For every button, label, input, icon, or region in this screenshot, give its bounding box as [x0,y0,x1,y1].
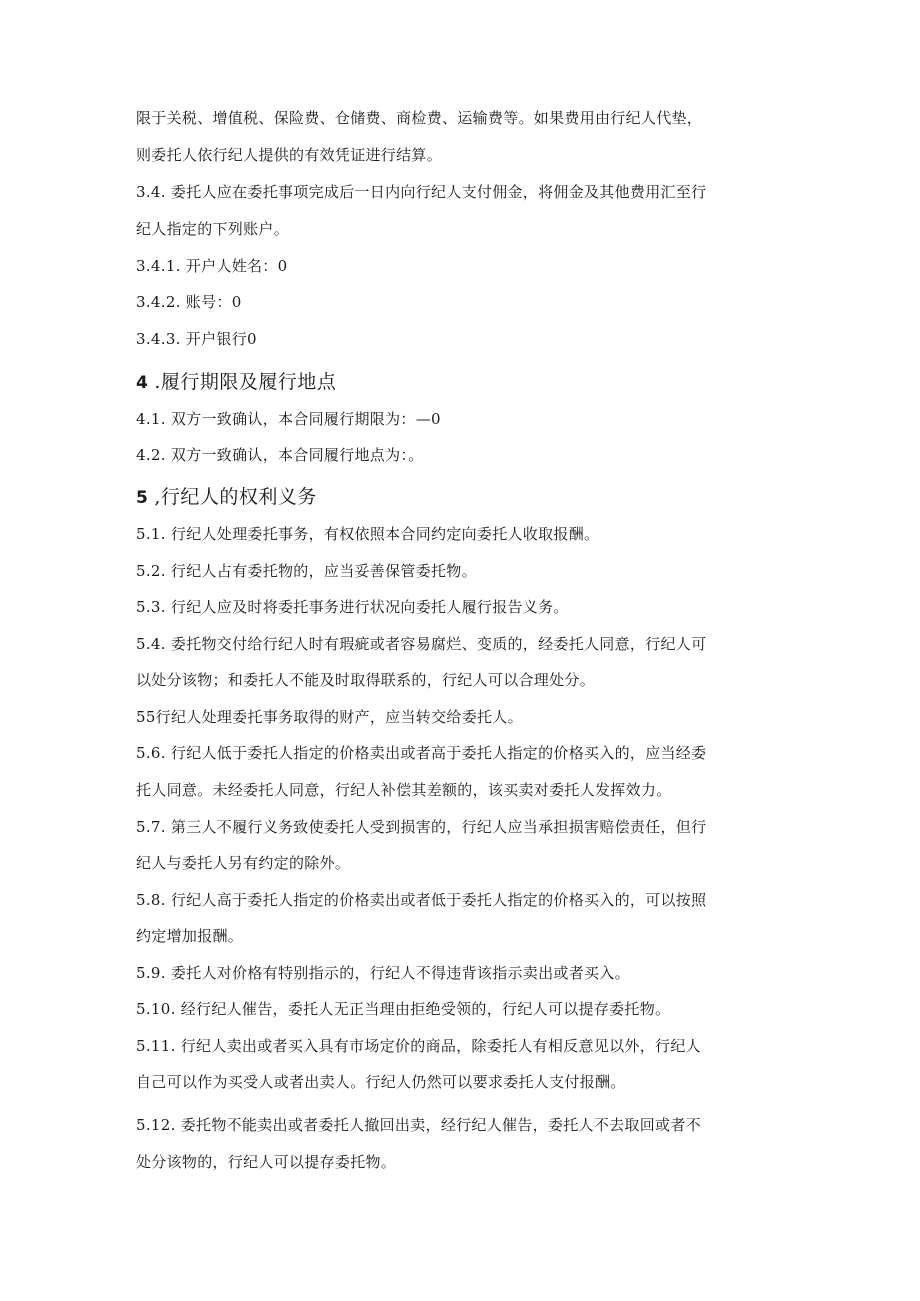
text-line: 纪人与委托人另有约定的除外。 [136,854,351,872]
text-line: 5.3. 行纪人应及时将委托事务进行状况向委托人履行报告义务。 [136,598,569,616]
text-line: 5.9. 委托人对价格有特别指示的，行纪人不得违背该指示卖出或者买入。 [136,964,630,982]
text-line: 处分该物的，行纪人可以提存委托物。 [136,1153,397,1171]
text-line: 5.1. 行纪人处理委托事务，有权依照本合同约定向委托人收取报酬。 [136,525,600,543]
text-line: 3.4. 委托人应在委托事项完成后一日内向行纪人支付佣金，将佣金及其他费用汇至行 [136,183,707,201]
text-line: 约定增加报酬。 [136,927,244,945]
text-line: 以处分该物；和委托人不能及时取得联系的，行纪人可以合理处分。 [136,671,596,689]
text-line: 3.4.3. 开户银行0 [136,330,257,348]
text-line: 5.7. 第三人不履行义务致使委托人受到损害的，行纪人应当承担损害赔偿责任，但行 [136,818,707,836]
text-line: 4.1. 双方一致确认，本合同履行期限为：—0 [136,410,441,428]
section-heading [136,370,336,395]
text-line: 5.10. 经行纪人催告，委托人无正当理由拒绝受领的，行纪人可以提存委托物。 [136,1000,671,1018]
section-number: 5 [136,488,149,508]
section-heading [136,485,317,510]
section-number: 4 [136,373,149,393]
text-line: 纪人指定的下列账户。 [136,220,290,238]
text-line: 则委托人依行纪人提供的有效凭证进行结算。 [136,146,443,164]
text-line: 5.6. 行纪人低于委托人指定的价格卖出或者高于委托人指定的价格买入的，应当经委 [136,744,707,762]
text-line: 5.8. 行纪人高于委托人指定的价格卖出或者低于委托人指定的价格买入的，可以按照 [136,891,707,909]
text-line: 5.2. 行纪人占有委托物的，应当妥善保管委托物。 [136,562,477,580]
text-line: 5.12. 委托物不能卖出或者委托人撤回出卖，经行纪人催告，委托人不去取回或者不 [136,1116,701,1134]
text-line: 托人同意。未经委托人同意，行纪人补偿其差额的，该买卖对委托人发挥效力。 [136,781,672,799]
text-line: 4.2. 双方一致确认，本合同履行地点为：。 [136,446,424,464]
section-title: .履行期限及履行地点 [154,371,337,393]
text-line: 55行纪人处理委托事务取得的财产，应当转交给委托人。 [136,708,523,726]
text-line: 自己可以作为买受人或者出卖人。行纪人仍然可以要求委托人支付报酬。 [136,1073,626,1091]
text-line: 限于关税、增值税、保险费、仓储费、商检费、运输费等。如果费用由行纪人代垫， [136,109,703,127]
text-line: 5.11. 行纪人卖出或者买入具有市场定价的商品，除委托人有相反意见以外，行纪人 [136,1037,701,1055]
section-title: ,行纪人的权利义务 [154,486,317,508]
text-line: 3.4.1. 开户人姓名：0 [136,257,288,275]
text-line: 5.4. 委托物交付给行纪人时有瑕疵或者容易腐烂、变质的，经委托人同意，行纪人可 [136,635,707,653]
text-line: 3.4.2. 账号：0 [136,293,242,311]
